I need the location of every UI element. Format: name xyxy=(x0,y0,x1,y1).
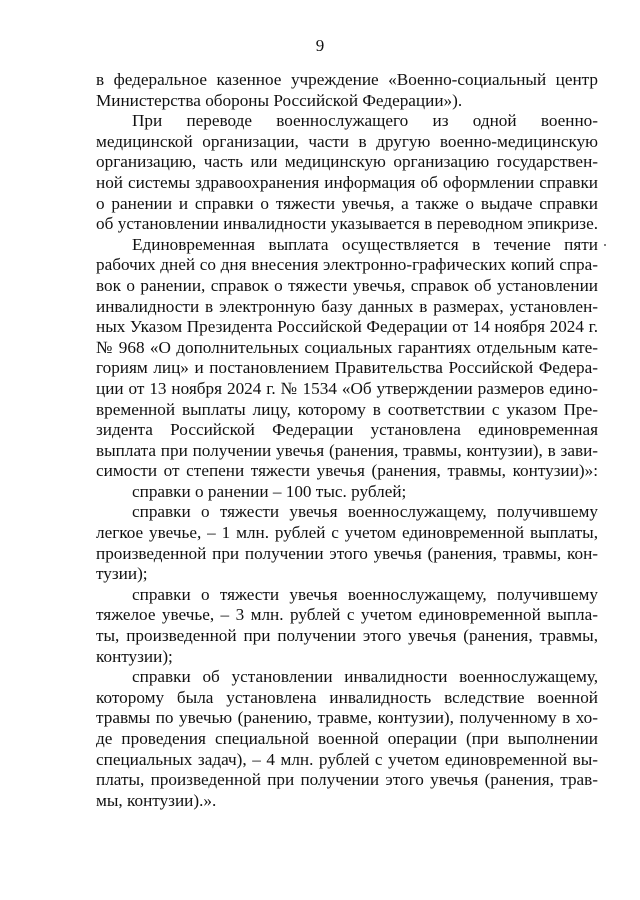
text-line: справки о тяжести увечья военнослужащему, получившему xyxy=(132,502,598,522)
text-line: Министерства обороны Российской Федерации»). xyxy=(96,90,463,110)
scan-speck xyxy=(604,244,606,246)
text-line: организацию, часть или медицинскую организацию государствен- xyxy=(96,152,598,172)
text-line: № 968 «О дополнительных социальных гарантиях отдельным кате- xyxy=(96,337,598,357)
text-line: в федеральное казенное учреждение «Военно-социальный центр xyxy=(96,70,598,89)
text-line: об установлении инвалидности указывается в переводном эпикризе. xyxy=(96,214,598,234)
document-body xyxy=(96,70,598,811)
text-line: При переводе военнослужащего из одной военно- xyxy=(132,111,598,131)
text-line: справки о ранении – 100 тыс. рублей; xyxy=(132,481,407,501)
text-line: которому была установлена инвалидность вследствие военной xyxy=(96,687,598,707)
text-line: справки об установлении инвалидности военнослужащему, xyxy=(132,667,598,687)
text-line: симости от степени тяжести увечья (ранения, травмы, контузии)»: xyxy=(96,461,598,481)
text-line: платы, произведенной при получении этого увечья (ранения, трав- xyxy=(96,770,598,790)
text-line: специальных задач), – 4 млн. рублей с учетом единовременной вы- xyxy=(96,749,598,769)
text-line: о ранении и справки о тяжести увечья, а также о выдаче справки xyxy=(96,193,598,213)
text-line: медицинской организации, части в другую военно-медицинскую xyxy=(96,131,598,151)
text-line: рабочих дней со дня внесения электронно-графических копий спра- xyxy=(96,255,598,275)
text-line: де проведения специальной военной операции (при выполнении xyxy=(96,729,598,748)
text-line: ных Указом Президента Российской Федерации от 14 ноября 2024 г. xyxy=(96,317,598,337)
text-line: ции от 13 ноября 2024 г. № 1534 «Об утверждении размеров едино- xyxy=(96,378,598,398)
text-line: травмы по увечью (ранению, травме, контузии), полученному в хо- xyxy=(96,708,598,728)
text-line: мы, контузии).». xyxy=(96,790,217,810)
text-line: гориям лиц» и постановлением Правительства Российской Федера- xyxy=(96,358,598,378)
text-line: произведенной при получении этого увечья (ранения, травмы, кон- xyxy=(96,543,598,563)
text-line: Единовременная выплата осуществляется в течение пяти xyxy=(132,234,598,254)
text-line: вок о ранении, справок о тяжести увечья, справок об установлении xyxy=(96,275,598,295)
text-line: контузии); xyxy=(96,646,173,666)
text-line: зидента Российской Федерации установлена единовременная xyxy=(96,420,598,440)
text-line: тяжелое увечье, – 3 млн. рублей с учетом единовременной выпла- xyxy=(96,605,598,625)
text-line: временной выплаты лицу, которому в соответствии с указом Пре- xyxy=(96,399,598,419)
page-number: 9 xyxy=(315,36,325,55)
text-line: выплата при получении увечья (ранения, травмы, контузии), в зави- xyxy=(96,440,598,460)
text-line: тузии); xyxy=(96,564,148,584)
text-line: справки о тяжести увечья военнослужащему, получившему xyxy=(132,584,598,604)
text-line: легкое увечье, – 1 млн. рублей с учетом единовременной выплаты, xyxy=(96,523,598,543)
text-line: инвалидности в электронную базу данных в размерах, установлен- xyxy=(96,296,598,316)
text-line: ной системы здравоохранения информация об оформлении справки xyxy=(96,172,598,192)
text-line: ты, произведенной при получении этого увечья (ранения, травмы, xyxy=(96,626,598,646)
